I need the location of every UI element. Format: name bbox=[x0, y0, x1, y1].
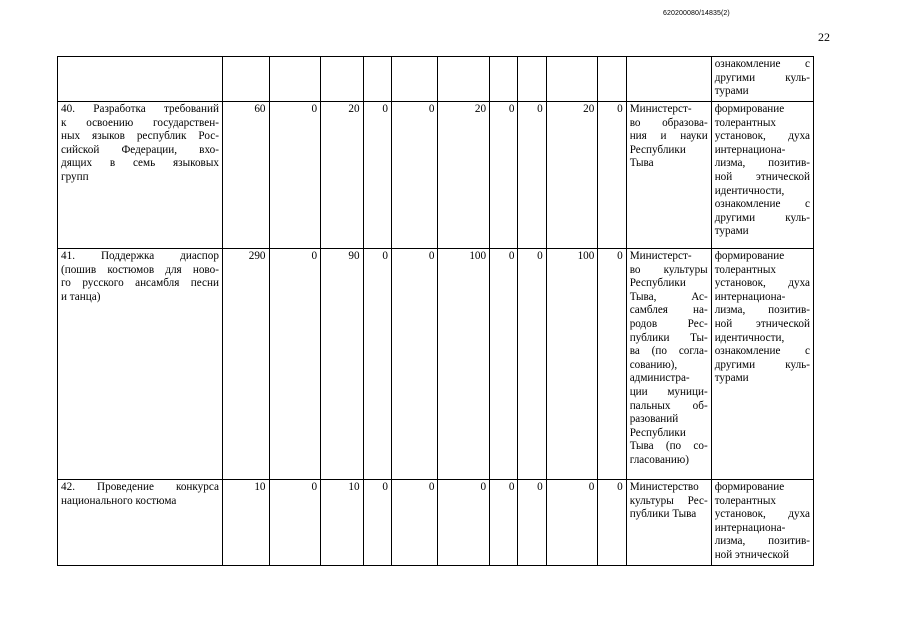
funding-value-cell bbox=[438, 57, 490, 102]
activity-name-line: го русского ансамбля песни bbox=[61, 277, 219, 290]
expected-result-line: другими куль- bbox=[714, 358, 810, 371]
expected-result-line: формирование bbox=[714, 481, 785, 493]
table-row bbox=[58, 57, 814, 102]
funding-value-cell: 0 bbox=[391, 480, 438, 566]
funding-value-cell: 0 bbox=[546, 480, 598, 566]
expected-result-cell bbox=[711, 249, 813, 480]
activity-name-line: и танца) bbox=[61, 290, 101, 303]
expected-result-line: толерантных bbox=[714, 263, 776, 276]
executor-line: Республики bbox=[629, 277, 686, 290]
executor-line: культуры Рес- bbox=[629, 494, 708, 507]
funding-value-cell bbox=[222, 57, 269, 102]
activity-name-line: групп bbox=[61, 170, 89, 183]
funding-value-cell: 0 bbox=[490, 249, 518, 480]
executor-line: во культуры bbox=[629, 263, 708, 276]
executor-cell bbox=[626, 57, 711, 102]
funding-value-cell: 0 bbox=[598, 249, 626, 480]
funding-value-cell: 0 bbox=[518, 249, 546, 480]
activity-name-line: 41. Поддержка диаспор bbox=[61, 250, 219, 262]
funding-value-cell: 0 bbox=[269, 102, 321, 249]
funding-value-cell: 0 bbox=[363, 480, 391, 566]
expected-result-line: идентичности, bbox=[714, 331, 785, 344]
expected-result-line: ной этнической bbox=[714, 317, 810, 330]
executor-line: гласованию) bbox=[629, 453, 689, 466]
expected-result-line: ознакомление с bbox=[714, 58, 810, 70]
expected-result-line: ознакомление с bbox=[714, 198, 810, 211]
funding-value-cell: 0 bbox=[391, 102, 438, 249]
executor-line: самблея на- bbox=[629, 304, 708, 317]
expected-result-line: формирование bbox=[714, 250, 785, 262]
funding-value-cell: 0 bbox=[438, 480, 490, 566]
funding-value-cell: 0 bbox=[269, 249, 321, 480]
executor-line: публики Тыва bbox=[629, 508, 697, 521]
funding-value-cell: 0 bbox=[518, 480, 546, 566]
funding-value-cell: 0 bbox=[598, 102, 626, 249]
executor-cell bbox=[626, 102, 711, 249]
expected-result-line: ознакомление с bbox=[714, 345, 810, 358]
funding-value-cell bbox=[518, 57, 546, 102]
executor-line: Министерст- bbox=[629, 250, 692, 262]
expected-result-line: другими куль- bbox=[714, 211, 810, 224]
expected-result-line: толерантных bbox=[714, 494, 776, 507]
funding-value-cell: 0 bbox=[391, 249, 438, 480]
executor-line: администра- bbox=[629, 372, 690, 385]
funding-value-cell: 0 bbox=[363, 249, 391, 480]
funding-value-cell: 20 bbox=[438, 102, 490, 249]
funding-value-cell: 20 bbox=[546, 102, 598, 249]
funding-value-cell bbox=[546, 57, 598, 102]
executor-line: пальных об- bbox=[629, 399, 708, 412]
executor-line: Тыва bbox=[629, 157, 654, 170]
activity-name-cell bbox=[58, 480, 223, 566]
funding-value-cell: 100 bbox=[438, 249, 490, 480]
funding-value-cell: 0 bbox=[269, 480, 321, 566]
executor-line: ции муници- bbox=[629, 385, 708, 398]
expected-result-line: установок, духа bbox=[714, 130, 810, 143]
expected-result-line: интернациона- bbox=[714, 143, 786, 156]
funding-value-cell: 0 bbox=[490, 480, 518, 566]
funding-value-cell bbox=[363, 57, 391, 102]
activity-name-line: национального костюма bbox=[61, 494, 177, 507]
executor-line: родов Рес- bbox=[629, 317, 708, 330]
table-row bbox=[58, 480, 814, 566]
executor-cell bbox=[626, 249, 711, 480]
expected-result-line: турами bbox=[714, 85, 749, 98]
table-row bbox=[58, 249, 814, 480]
expected-result-line: лизма, позитив- bbox=[714, 304, 810, 317]
expected-result-line: интернациона- bbox=[714, 521, 786, 534]
expected-result-line: установок, духа bbox=[714, 277, 810, 290]
activity-name-line: 40. Разработка требований bbox=[61, 103, 219, 115]
activity-name-line: (пошив костюмов для ново- bbox=[61, 263, 219, 276]
executor-line: Тыва (по со- bbox=[629, 440, 708, 453]
activity-name-line: 42. Проведение конкурса bbox=[61, 481, 219, 493]
activity-name-line: ных языков республик Рос- bbox=[61, 130, 219, 143]
executor-line: ния и науки bbox=[629, 130, 708, 143]
page-number: 22 bbox=[818, 30, 830, 44]
funding-value-cell: 0 bbox=[518, 102, 546, 249]
funding-value-cell: 90 bbox=[321, 249, 364, 480]
executor-line: Тыва, Ас- bbox=[629, 290, 708, 303]
executor-line: разований bbox=[629, 413, 679, 426]
funding-value-cell: 10 bbox=[222, 480, 269, 566]
executor-line: сованию), bbox=[629, 358, 678, 371]
expected-result-line: установок, духа bbox=[714, 508, 810, 521]
funding-value-cell: 0 bbox=[490, 102, 518, 249]
expected-result-line: ной этнической bbox=[714, 170, 810, 183]
activity-name-cell bbox=[58, 249, 223, 480]
funding-value-cell: 290 bbox=[222, 249, 269, 480]
expected-result-line: другими куль- bbox=[714, 71, 810, 84]
funding-value-cell: 0 bbox=[598, 480, 626, 566]
program-table bbox=[57, 56, 814, 566]
funding-value-cell: 10 bbox=[321, 480, 364, 566]
activity-name-cell bbox=[58, 57, 223, 102]
executor-line: ва (по согла- bbox=[629, 345, 708, 358]
funding-value-cell bbox=[269, 57, 321, 102]
funding-value-cell bbox=[391, 57, 438, 102]
expected-result-line: толерантных bbox=[714, 116, 776, 129]
expected-result-cell bbox=[711, 57, 813, 102]
executor-line: Республики bbox=[629, 143, 686, 156]
expected-result-line: формирование bbox=[714, 103, 785, 115]
executor-line: Республики bbox=[629, 426, 686, 439]
funding-value-cell: 100 bbox=[546, 249, 598, 480]
expected-result-line: интернациона- bbox=[714, 290, 786, 303]
funding-value-cell bbox=[490, 57, 518, 102]
executor-line: Министерство bbox=[629, 481, 699, 493]
funding-value-cell: 0 bbox=[363, 102, 391, 249]
activity-name-line: сийской Федерации, вхо- bbox=[61, 143, 219, 156]
activity-name-line: к освоению государствен- bbox=[61, 116, 219, 129]
activity-name-line: дящих в семь языковых bbox=[61, 157, 219, 170]
executor-line: Министерст- bbox=[629, 103, 692, 115]
document-code: 620200080/14835(2) bbox=[663, 10, 730, 17]
activity-name-cell bbox=[58, 102, 223, 249]
funding-value-cell bbox=[321, 57, 364, 102]
funding-value-cell bbox=[598, 57, 626, 102]
expected-result-line: турами bbox=[714, 372, 749, 385]
expected-result-line: лизма, позитив- bbox=[714, 535, 810, 548]
table-row bbox=[58, 102, 814, 249]
funding-value-cell: 60 bbox=[222, 102, 269, 249]
funding-value-cell: 20 bbox=[321, 102, 364, 249]
expected-result-line: турами bbox=[714, 225, 749, 238]
expected-result-line: идентичности, bbox=[714, 184, 785, 197]
expected-result-line: лизма, позитив- bbox=[714, 157, 810, 170]
executor-line: во образова- bbox=[629, 116, 708, 129]
executor-cell bbox=[626, 480, 711, 566]
expected-result-line: ной этнической bbox=[714, 548, 790, 561]
executor-line: публики Ты- bbox=[629, 331, 708, 344]
expected-result-cell bbox=[711, 480, 813, 566]
expected-result-cell bbox=[711, 102, 813, 249]
